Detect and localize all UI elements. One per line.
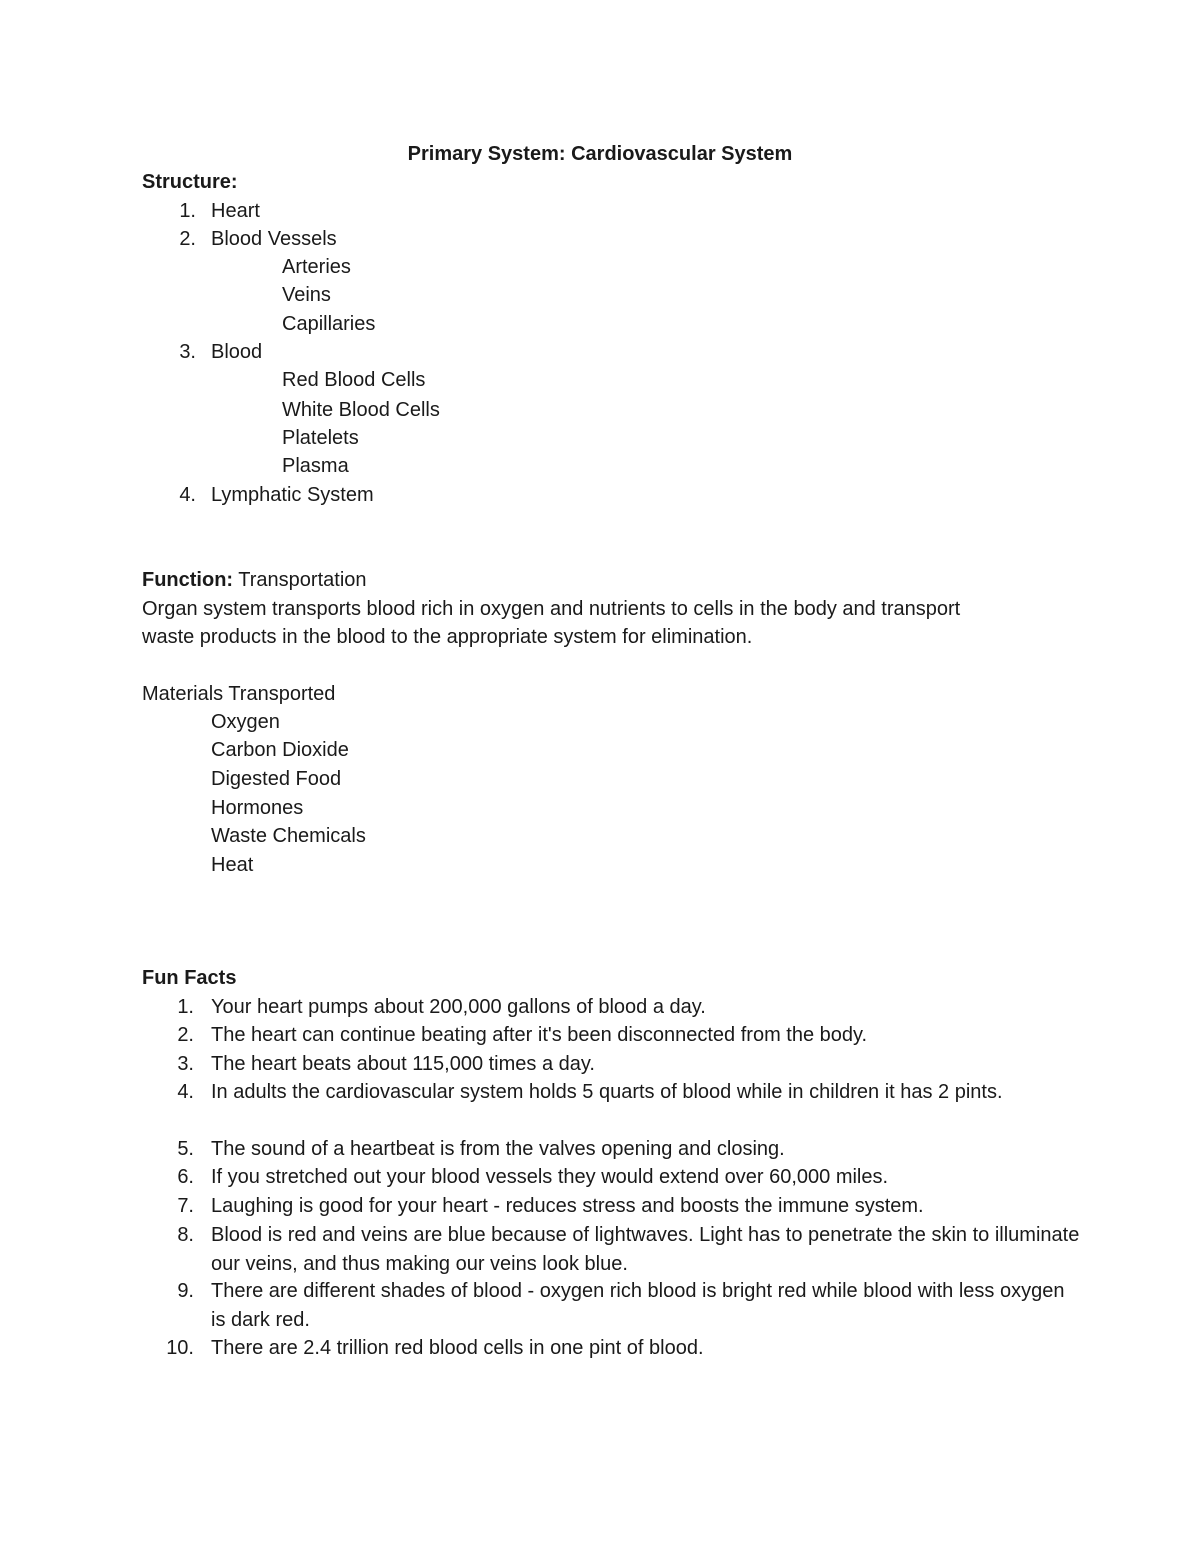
list-number: 3. (179, 341, 196, 363)
list-number: 4. (177, 1081, 194, 1103)
list-number: 2. (179, 228, 196, 250)
fact-text: In adults the cardiovascular system holds 5 quarts of blood while in children it has 2 pints. (211, 1081, 1003, 1103)
fact-text: The heart beats about 115,000 times a day. (211, 1053, 595, 1075)
list-number: 9. (177, 1280, 194, 1302)
fact-text: The sound of a heartbeat is from the valves opening and closing. (211, 1138, 785, 1160)
page-title: Primary System: Cardiovascular System (407, 143, 793, 165)
material-item: Waste Chemicals (211, 825, 366, 847)
material-item: Heat (211, 854, 254, 876)
list-number: 2. (177, 1024, 194, 1046)
list-number: 1. (179, 200, 196, 222)
material-item: Oxygen (211, 711, 280, 733)
materials-heading: Materials Transported (142, 683, 336, 705)
fact-text: Laughing is good for your heart - reduces stress and boosts the immune system. (211, 1195, 924, 1217)
fact-text: There are different shades of blood - oxygen rich blood is bright red while blood with less oxygen is dark red. (211, 1280, 1065, 1331)
fact-text: There are 2.4 trillion red blood cells in one pint of blood. (211, 1337, 704, 1359)
fact-text: The heart can continue beating after it's been disconnected from the body. (211, 1024, 868, 1046)
list-number: 8. (177, 1224, 194, 1246)
fact-text: Your heart pumps about 200,000 gallons of blood a day. (211, 996, 706, 1018)
function-description-line: waste products in the blood to the appropriate system for elimination. (142, 626, 753, 648)
sub-item: Plasma (282, 455, 349, 477)
function-line (142, 566, 367, 594)
material-item: Digested Food (211, 768, 342, 790)
sub-item: Platelets (282, 427, 359, 449)
list-number: 3. (177, 1053, 194, 1075)
list-item-label: Lymphatic System (211, 484, 374, 506)
material-item: Carbon Dioxide (211, 739, 349, 761)
sub-item: White Blood Cells (282, 399, 440, 421)
fact-text: Blood is red and veins are blue because of lightwaves. Light has to penetrate the skin to illuminate our veins, and thus making our veins look blue. (211, 1224, 1080, 1275)
list-number: 4. (179, 484, 196, 506)
sub-item: Red Blood Cells (282, 369, 426, 391)
sub-item: Veins (282, 284, 331, 306)
list-item-label: Blood (211, 341, 263, 363)
list-number: 1. (177, 996, 194, 1018)
list-item-label: Heart (211, 200, 260, 222)
list-number: 5. (177, 1138, 194, 1160)
list-number: 7. (177, 1195, 194, 1217)
function-value: Transportation (233, 569, 367, 591)
material-item: Hormones (211, 797, 304, 819)
function-heading: Function: (142, 569, 234, 591)
sub-item: Arteries (282, 256, 351, 278)
list-item-label: Blood Vessels (211, 228, 337, 250)
function-description-line: Organ system transports blood rich in oxygen and nutrients to cells in the body and transport (142, 598, 961, 620)
list-number: 6. (177, 1166, 194, 1188)
fun-facts-heading: Fun Facts (142, 967, 237, 989)
structure-heading: Structure: (142, 171, 238, 193)
sub-item: Capillaries (282, 313, 376, 335)
fact-text: If you stretched out your blood vessels they would extend over 60,000 miles. (211, 1166, 889, 1188)
list-number: 10. (166, 1337, 194, 1359)
